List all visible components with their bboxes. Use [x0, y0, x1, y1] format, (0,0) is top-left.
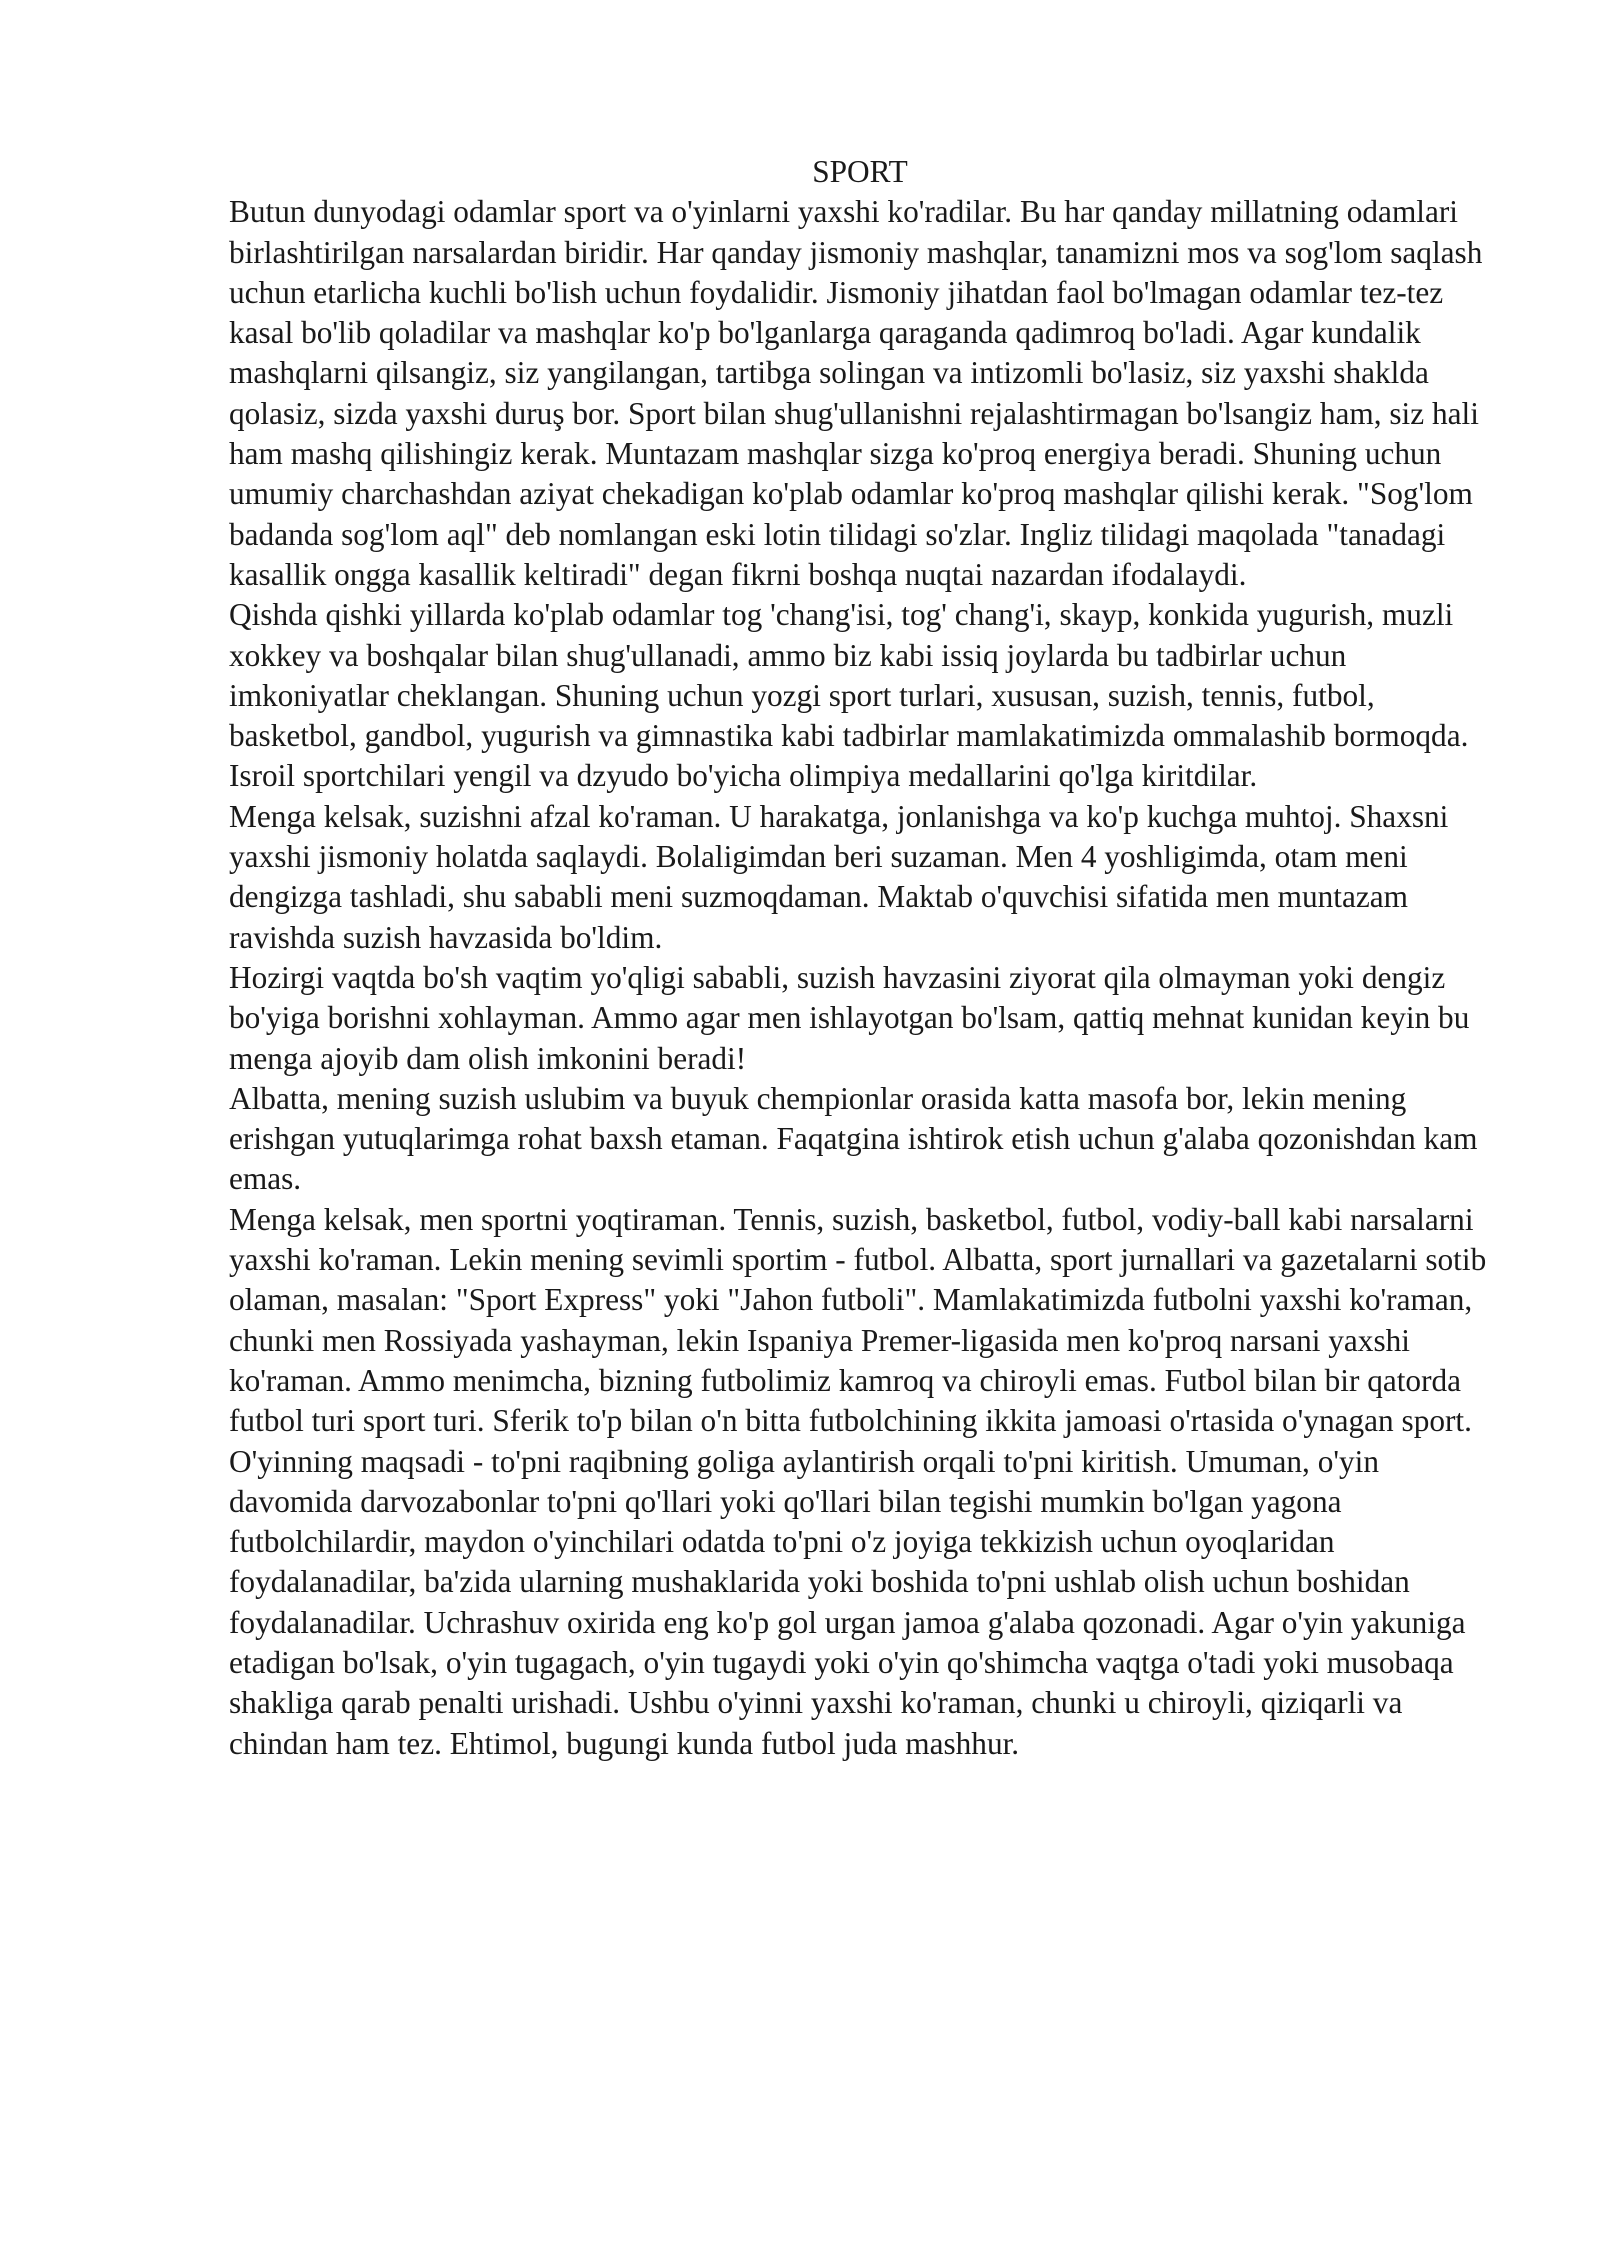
- paragraph-football: Menga kelsak, men sportni yoqtiraman. Tennis, suzish, basketbol, futbol, vodiy-ball kabi narsalarni yaxshi ko'raman. Lekin mening sevimli sportim - futbol. Albatta, sport jurnallari va gazetalarni sotib olaman, masalan: "Sport Express" yoki "Jahon futboli". Mamlakatimizda futbolni yaxshi ko'raman, chunki men Rossiyada yashayman, lekin Ispaniya Premer-ligasida men ko'proq narsani yaxshi ko'raman. Ammo menimcha, bizning futbolimiz kamroq va chiroyli emas. Futbol bilan bir qatorda futbol turi sport turi. Sferik to'p bilan o'n bitta futbolchining ikkita jamoasi o'rtasida o'ynagan sport. O'yinning maqsadi - to'pni raqibning goliga aylantirish orqali to'pni kiritish. Umuman, o'yin davomida darvozabonlar to'pni qo'llari yoki qo'llari bilan tegishi mumkin bo'lgan yagona futbolchilardir, maydon o'yinchilari odatda to'pni o'z joyiga tekkizish uchun oyoqlaridan foydalanadilar, ba'zida ularning mushaklarida yoki boshida to'pni ushlab olish uchun boshidan foydalanadilar. Uchrashuv oxirida eng ko'p gol urgan jamoa g'alaba qozonadi. Agar o'yin yakuniga etadigan bo'lsak, o'yin tugagach, o'yin tugaydi yoki o'yin qo'shimcha vaqtga o'tadi yoki musobaqa shakliga qarab penalti urishadi. Ushbu o'yinni yaxshi ko'raman, chunki u chiroyli, qiziqarli va chindan ham tez. Ehtimol, bugungi kunda futbol juda mashhur.: [229, 1201, 1487, 1761]
- paragraph-winter-sports: Qishda qishki yillarda ko'plab odamlar tog 'chang'isi, tog' chang'i, skayp, konkida yugurish, muzli xokkey va boshqalar bilan shug'ullanadi, ammo biz kabi issiq joylarda bu tadbirlar uchun imkoniyatlar cheklangan. Shuning uchun yozgi sport turlari, xususan, suzish, tennis, futbol, basketbol, gandbol, yugurish va gimnastika kabi tadbirlar mamlakatimizda ommalashib bormoqda. Isroil sportchilari yengil va dzyudo bo'yicha olimpiya medallarini qo'lga kiritdilar.: [229, 597, 1469, 794]
- document-title: SPORT: [812, 154, 908, 189]
- paragraph-swimming: Menga kelsak, suzishni afzal ko'raman. U harakatga, jonlanishga va ko'p kuchga muhtoj. Shaxsni yaxshi jismoniy holatda saqlaydi. Bolaligimdan beri suzaman. Men 4 yoshligimda, otam meni dengizga tashladi, shu sababli meni suzmoqdaman. Maktab o'quvchisi sifatida men muntazam ravishda suzish havzasida bo'ldim.: [229, 798, 1449, 955]
- paragraph-free-time: Hozirgi vaqtda bo'sh vaqtim yo'qligi sababli, suzish havzasini ziyorat qila olmayman yoki dengiz bo'yiga borishni xohlayman. Ammo agar men ishlayotgan bo'lsam, qattiq mehnat kunidan keyin bu menga ajoyib dam olish imkonini beradi!: [229, 959, 1470, 1076]
- paragraph-intro: Butun dunyodagi odamlar sport va o'yinlarni yaxshi ko'radilar. Bu har qanday millatning odamlari birlashtirilgan narsalardan biridir. Har qanday jismoniy mashqlar, tanamizni mos va sog'lom saqlash uchun etarlicha kuchli bo'lish uchun foydalidir. Jismoniy jihatdan faol bo'lmagan odamlar tez-tez kasal bo'lib qoladilar va mashqlar ko'p bo'lganlarga qaraganda qadimroq bo'ladi. Agar kundalik mashqlarni qilsangiz, siz yangilangan, tartibga solingan va intizomli bo'lasiz, siz yaxshi shaklda qolasiz, sizda yaxshi duruş bor. Sport bilan shug'ullanishni rejalashtirmagan bo'lsangiz ham, siz hali ham mashq qilishingiz kerak. Muntazam mashqlar sizga ko'proq energiya beradi. Shuning uchun umumiy charchashdan aziyat chekadigan ko'plab odamlar ko'proq mashqlar qilishi kerak. "Sog'lom badanda sog'lom aql" deb nomlangan eski lotin tilidagi so'zlar. Ingliz tilidagi maqolada "tanadagi kasallik ongga kasallik keltiradi" degan fikrni boshqa nuqtai nazardan ifodalaydi.: [229, 194, 1483, 592]
- paragraph-champions: Albatta, mening suzish uslubim va buyuk chempionlar orasida katta masofa bor, lekin mening erishgan yutuqlarimga rohat baxsh etaman. Faqatgina ishtirok etish uchun g'alaba qozonishdan kam emas.: [229, 1080, 1478, 1197]
- document-body: [229, 152, 1491, 1764]
